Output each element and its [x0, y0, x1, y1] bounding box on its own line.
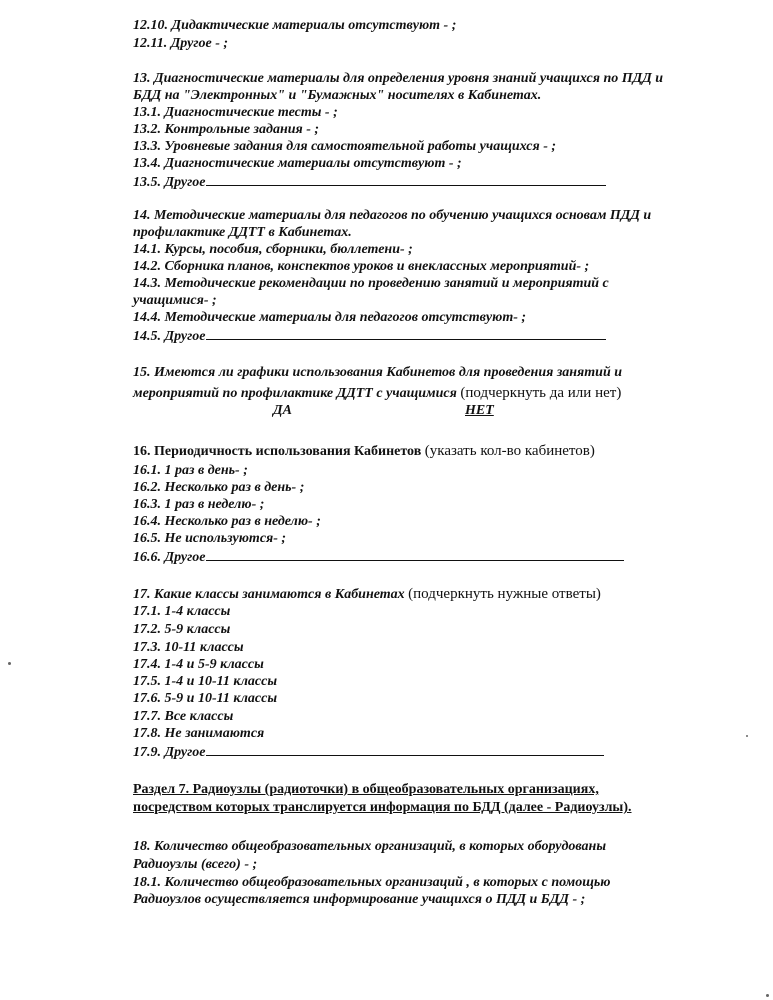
option-17-7[interactable]: 17.7. Все классы	[133, 709, 234, 724]
item-14-5	[133, 326, 606, 346]
option-17-4[interactable]: 17.4. 1-4 и 5-9 классы	[133, 657, 264, 672]
scan-speck	[8, 662, 11, 665]
scan-speck	[746, 735, 748, 737]
item-14-3-line-1: 14.3. Методические рекомендации по проведению занятий и мероприятий с	[133, 276, 609, 291]
item-16-2: 16.2. Несколько раз в день- ;	[133, 480, 305, 495]
item-13-2: 13.2. Контрольные задания - ;	[133, 122, 320, 137]
answer-blank-13-5[interactable]	[206, 172, 606, 186]
question-18-line-1: 18. Количество общеобразовательных организаций, в которых оборудованы	[133, 839, 607, 854]
item-14-5-label: 14.5. Другое	[133, 329, 206, 344]
item-14-4: 14.4. Методические материалы для педагогов отсутствуют- ;	[133, 310, 527, 325]
item-12-10: 12.10. Дидактические материалы отсутствуют - ;	[133, 18, 457, 33]
question-18-line-2: Радиоузлы (всего) - ;	[133, 857, 258, 872]
option-17-3[interactable]: 17.3. 10-11 классы	[133, 640, 244, 655]
option-17-1[interactable]: 17.1. 1-4 классы	[133, 604, 231, 619]
item-16-3: 16.3. 1 раз в неделю- ;	[133, 497, 265, 512]
item-13-5-label: 13.5. Другое	[133, 175, 206, 190]
answer-blank-16-6[interactable]	[206, 547, 624, 561]
question-13-line-1: 13. Диагностические материалы для определения уровня знаний учащихся по ПДД и	[133, 71, 664, 86]
option-17-8[interactable]: 17.8. Не занимаются	[133, 726, 265, 741]
section-7-heading-line-2: посредством которых транслируется информация по БДД (далее - Радиоузлы).	[133, 800, 632, 815]
question-14-line-1: 14. Методические материалы для педагогов по обучению учащихся основам ПДД и	[133, 208, 652, 223]
question-15-text: мероприятий по профилактике ДДТТ с учащимися	[133, 386, 457, 401]
item-14-3-line-2: учащимися- ;	[133, 293, 217, 308]
item-13-4: 13.4. Диагностические материалы отсутствуют - ;	[133, 156, 462, 171]
item-16-5: 16.5. Не используются- ;	[133, 531, 287, 546]
item-13-3: 13.3. Уровневые задания для самостоятельной работы учащихся - ;	[133, 139, 557, 154]
item-14-1: 14.1. Курсы, пособия, сборники, бюллетени- ;	[133, 242, 413, 257]
option-17-2[interactable]: 17.2. 5-9 классы	[133, 622, 231, 637]
item-14-2: 14.2. Сборника планов, конспектов уроков и внеклассных мероприятий- ;	[133, 259, 590, 274]
question-16-instruction: (указать кол-во кабинетов)	[424, 443, 595, 459]
item-12-11: 12.11. Другое - ;	[133, 36, 229, 51]
question-17-instruction: (подчеркнуть нужные ответы)	[408, 586, 601, 602]
question-16-text: 16. Периодичность использования Кабинетов	[133, 444, 422, 459]
question-15-line-2	[133, 384, 621, 403]
answer-blank-14-5[interactable]	[206, 326, 606, 340]
item-13-5	[133, 172, 606, 192]
item-16-4: 16.4. Несколько раз в неделю- ;	[133, 514, 321, 529]
question-15-line-1: 15. Имеются ли графики использования Кабинетов для проведения занятий и	[133, 365, 623, 380]
item-13-1: 13.1. Диагностические тесты - ;	[133, 105, 338, 120]
answer-yes[interactable]: ДА	[273, 403, 292, 418]
question-16	[133, 442, 595, 461]
option-17-5[interactable]: 17.5. 1-4 и 10-11 классы	[133, 674, 278, 689]
answer-blank-17-9[interactable]	[206, 742, 604, 756]
item-16-6-label: 16.6. Другое	[133, 550, 206, 565]
item-18-1-line-1: 18.1. Количество общеобразовательных организаций , в которых с помощью	[133, 875, 611, 890]
item-16-1: 16.1. 1 раз в день- ;	[133, 463, 248, 478]
question-13-line-2: БДД на "Электронных" и "Бумажных" носителях в Кабинетах.	[133, 88, 542, 103]
option-17-9-label[interactable]: 17.9. Другое	[133, 745, 206, 760]
item-18-1-line-2: Радиоузлов осуществляется информирование учащихся о ПДД и БДД - ;	[133, 892, 586, 907]
question-17-text: 17. Какие классы занимаются в Кабинетах	[133, 587, 405, 602]
section-7-heading-line-1: Раздел 7. Радиоузлы (радиоточки) в общеобразовательных организациях,	[133, 782, 599, 797]
question-15-instruction: (подчеркнуть да или нет)	[460, 385, 622, 401]
question-14-line-2: профилактике ДДТТ в Кабинетах.	[133, 225, 352, 240]
option-17-6[interactable]: 17.6. 5-9 и 10-11 классы	[133, 691, 278, 706]
item-16-6	[133, 547, 624, 567]
answer-no[interactable]: НЕТ	[465, 403, 494, 418]
option-17-9	[133, 742, 604, 762]
scan-speck	[766, 994, 769, 997]
question-17	[133, 585, 601, 604]
